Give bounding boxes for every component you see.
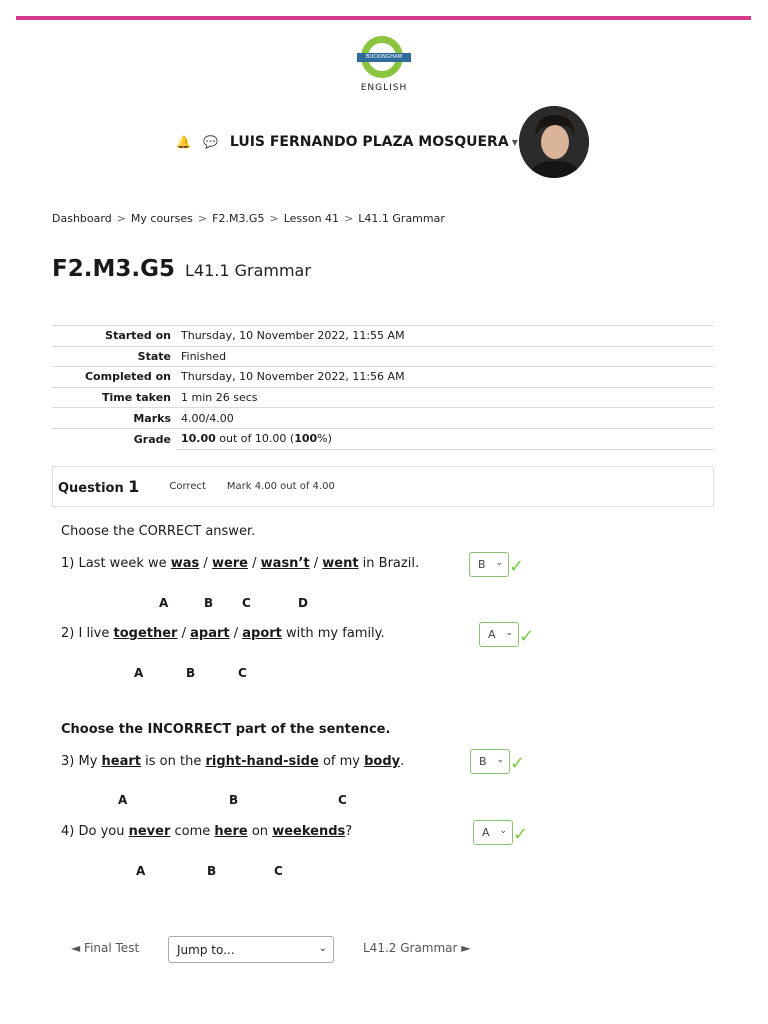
summary-value: Finished (176, 346, 714, 367)
breadcrumb-dashboard[interactable]: Dashboard (52, 212, 112, 225)
breadcrumb-course[interactable]: F2.M3.G5 (212, 212, 265, 225)
breadcrumb-activity[interactable]: L41.1 Grammar (358, 212, 445, 225)
option-text: body (364, 754, 401, 769)
question-mark: Mark 4.00 out of 4.00 (226, 481, 335, 492)
summary-label: Marks (52, 408, 176, 429)
option-text: heart (101, 754, 142, 769)
table-row (52, 387, 714, 408)
sentence-text: with my family. (281, 626, 385, 641)
sentence-text: is on the (141, 754, 206, 769)
logo-band-text: BUCKINGHAM (357, 53, 411, 62)
summary-value: Thursday, 10 November 2022, 11:56 AM (176, 367, 714, 388)
summary-label: Started on (52, 326, 176, 347)
attempt-summary-table (52, 325, 714, 450)
jump-to-select[interactable] (168, 936, 334, 963)
option-text: weekends (272, 824, 346, 839)
avatar[interactable] (519, 106, 589, 178)
option-text: apart (190, 626, 230, 641)
letter-label: D (298, 596, 308, 610)
course-title: F2.M3.G5 (52, 256, 175, 282)
question-info-box (52, 466, 714, 507)
summary-label: Grade (52, 428, 176, 449)
breadcrumb-lesson[interactable]: Lesson 41 (283, 212, 340, 225)
summary-label: State (52, 346, 176, 367)
activity-title: L41.1 Grammar (184, 261, 311, 280)
chevron-right-icon: > (344, 212, 354, 225)
question-label: Question (58, 481, 124, 496)
sentence-4 (61, 824, 352, 839)
option-text: was (170, 556, 200, 571)
question-number: 1 (128, 477, 140, 496)
chevron-right-icon: > (197, 212, 208, 225)
summary-label: Time taken (52, 387, 176, 408)
sentence-1 (61, 556, 419, 571)
option-text: never (128, 824, 171, 839)
letter-label: B (204, 596, 214, 610)
grade-percent: 100 (294, 432, 318, 446)
sentence-text: 4) Do you (61, 824, 129, 839)
sentence-text: on (247, 824, 273, 839)
selected-answer: A (482, 826, 490, 839)
logo-word: ENGLISH (360, 83, 408, 93)
selected-answer: B (479, 755, 487, 768)
sentence-2 (61, 626, 385, 641)
sentence-text: come (170, 824, 215, 839)
summary-value: 1 min 26 secs (176, 387, 714, 408)
check-icon: ✓ (509, 556, 525, 577)
letter-label: A (159, 596, 169, 610)
grade-score: 10.00 (181, 432, 216, 446)
chevron-down-icon: ⌄ (495, 558, 503, 568)
table-row (52, 367, 714, 388)
check-icon: ✓ (519, 626, 535, 647)
breadcrumb (52, 212, 445, 225)
letter-label: B (229, 793, 239, 807)
selected-answer: A (488, 628, 496, 641)
letter-label: C (274, 864, 283, 878)
user-bar (176, 130, 518, 154)
option-text: were (211, 556, 248, 571)
sentence-text: / (229, 626, 243, 641)
site-logo[interactable] (355, 36, 413, 98)
question-title (58, 477, 139, 496)
next-activity-link[interactable]: L41.2 Grammar ► (363, 941, 471, 955)
summary-value: Thursday, 10 November 2022, 11:55 AM (176, 326, 714, 347)
question-state: Correct (169, 481, 206, 492)
chevron-right-icon: > (116, 212, 126, 225)
letter-label: A (134, 666, 144, 680)
summary-label: Completed on (52, 367, 176, 388)
chevron-down-icon: ⌄ (505, 628, 513, 638)
answer-select-4[interactable] (473, 820, 513, 845)
sentence-text: ? (345, 824, 353, 839)
chevron-down-icon: ⌄ (496, 755, 504, 765)
grade-end: %) (317, 432, 332, 446)
chevron-down-icon: ⌄ (318, 943, 327, 954)
option-text: right-hand-side (205, 754, 319, 769)
sentence-text: / (199, 556, 212, 571)
option-text: went (322, 556, 359, 571)
letter-label: A (136, 864, 146, 878)
letter-label: C (238, 666, 247, 680)
jump-to-value: Jump to... (177, 942, 235, 957)
sentence-3 (61, 754, 404, 769)
sentence-text: / (177, 626, 191, 641)
option-text: aport (242, 626, 282, 641)
table-row (52, 408, 714, 429)
chevron-down-icon[interactable]: ▼ (511, 137, 518, 147)
sentence-text: . (400, 754, 405, 769)
check-icon: ✓ (513, 824, 529, 845)
letter-label: C (338, 793, 347, 807)
letter-label: B (186, 666, 196, 680)
answer-select-1[interactable] (469, 552, 509, 577)
answer-select-3[interactable] (470, 749, 510, 774)
sentence-text: in Brazil. (358, 556, 420, 571)
option-text: here (214, 824, 248, 839)
instruction-incorrect: Choose the INCORRECT part of the sentence. (61, 722, 391, 737)
letter-label: C (242, 596, 251, 610)
chevron-down-icon: ⌄ (499, 826, 507, 836)
grade-out-of: out of 10.00 ( (215, 432, 295, 446)
sentence-text: 1) Last week we (61, 556, 171, 571)
option-text: wasn’t (260, 556, 310, 571)
breadcrumb-my-courses[interactable]: My courses (130, 212, 193, 225)
summary-value: 4.00/4.00 (176, 408, 714, 429)
option-text: together (113, 626, 178, 641)
letter-label: B (207, 864, 217, 878)
chevron-right-icon: > (269, 212, 279, 225)
messages-icon[interactable]: 💬 (202, 135, 218, 149)
instruction-correct: Choose the CORRECT answer. (61, 524, 256, 539)
user-menu-name[interactable]: LUIS FERNANDO PLAZA MOSQUERA (229, 134, 509, 150)
table-row (52, 346, 714, 367)
sentence-text: / (309, 556, 323, 571)
notifications-icon[interactable]: 🔔 (176, 135, 191, 149)
sentence-text: / (248, 556, 261, 571)
table-row (52, 428, 714, 449)
check-icon: ✓ (510, 753, 526, 774)
answer-select-2[interactable] (479, 622, 519, 647)
page-title (52, 256, 311, 282)
selected-answer: B (478, 558, 486, 571)
summary-value (176, 428, 714, 449)
sentence-text: 2) I live (61, 626, 114, 641)
letter-label: A (118, 793, 128, 807)
top-accent-bar (16, 16, 751, 20)
prev-activity-link[interactable]: ◄ Final Test (71, 941, 140, 955)
table-row (52, 326, 714, 347)
sentence-text: 3) My (61, 754, 102, 769)
sentence-text: of my (318, 754, 365, 769)
